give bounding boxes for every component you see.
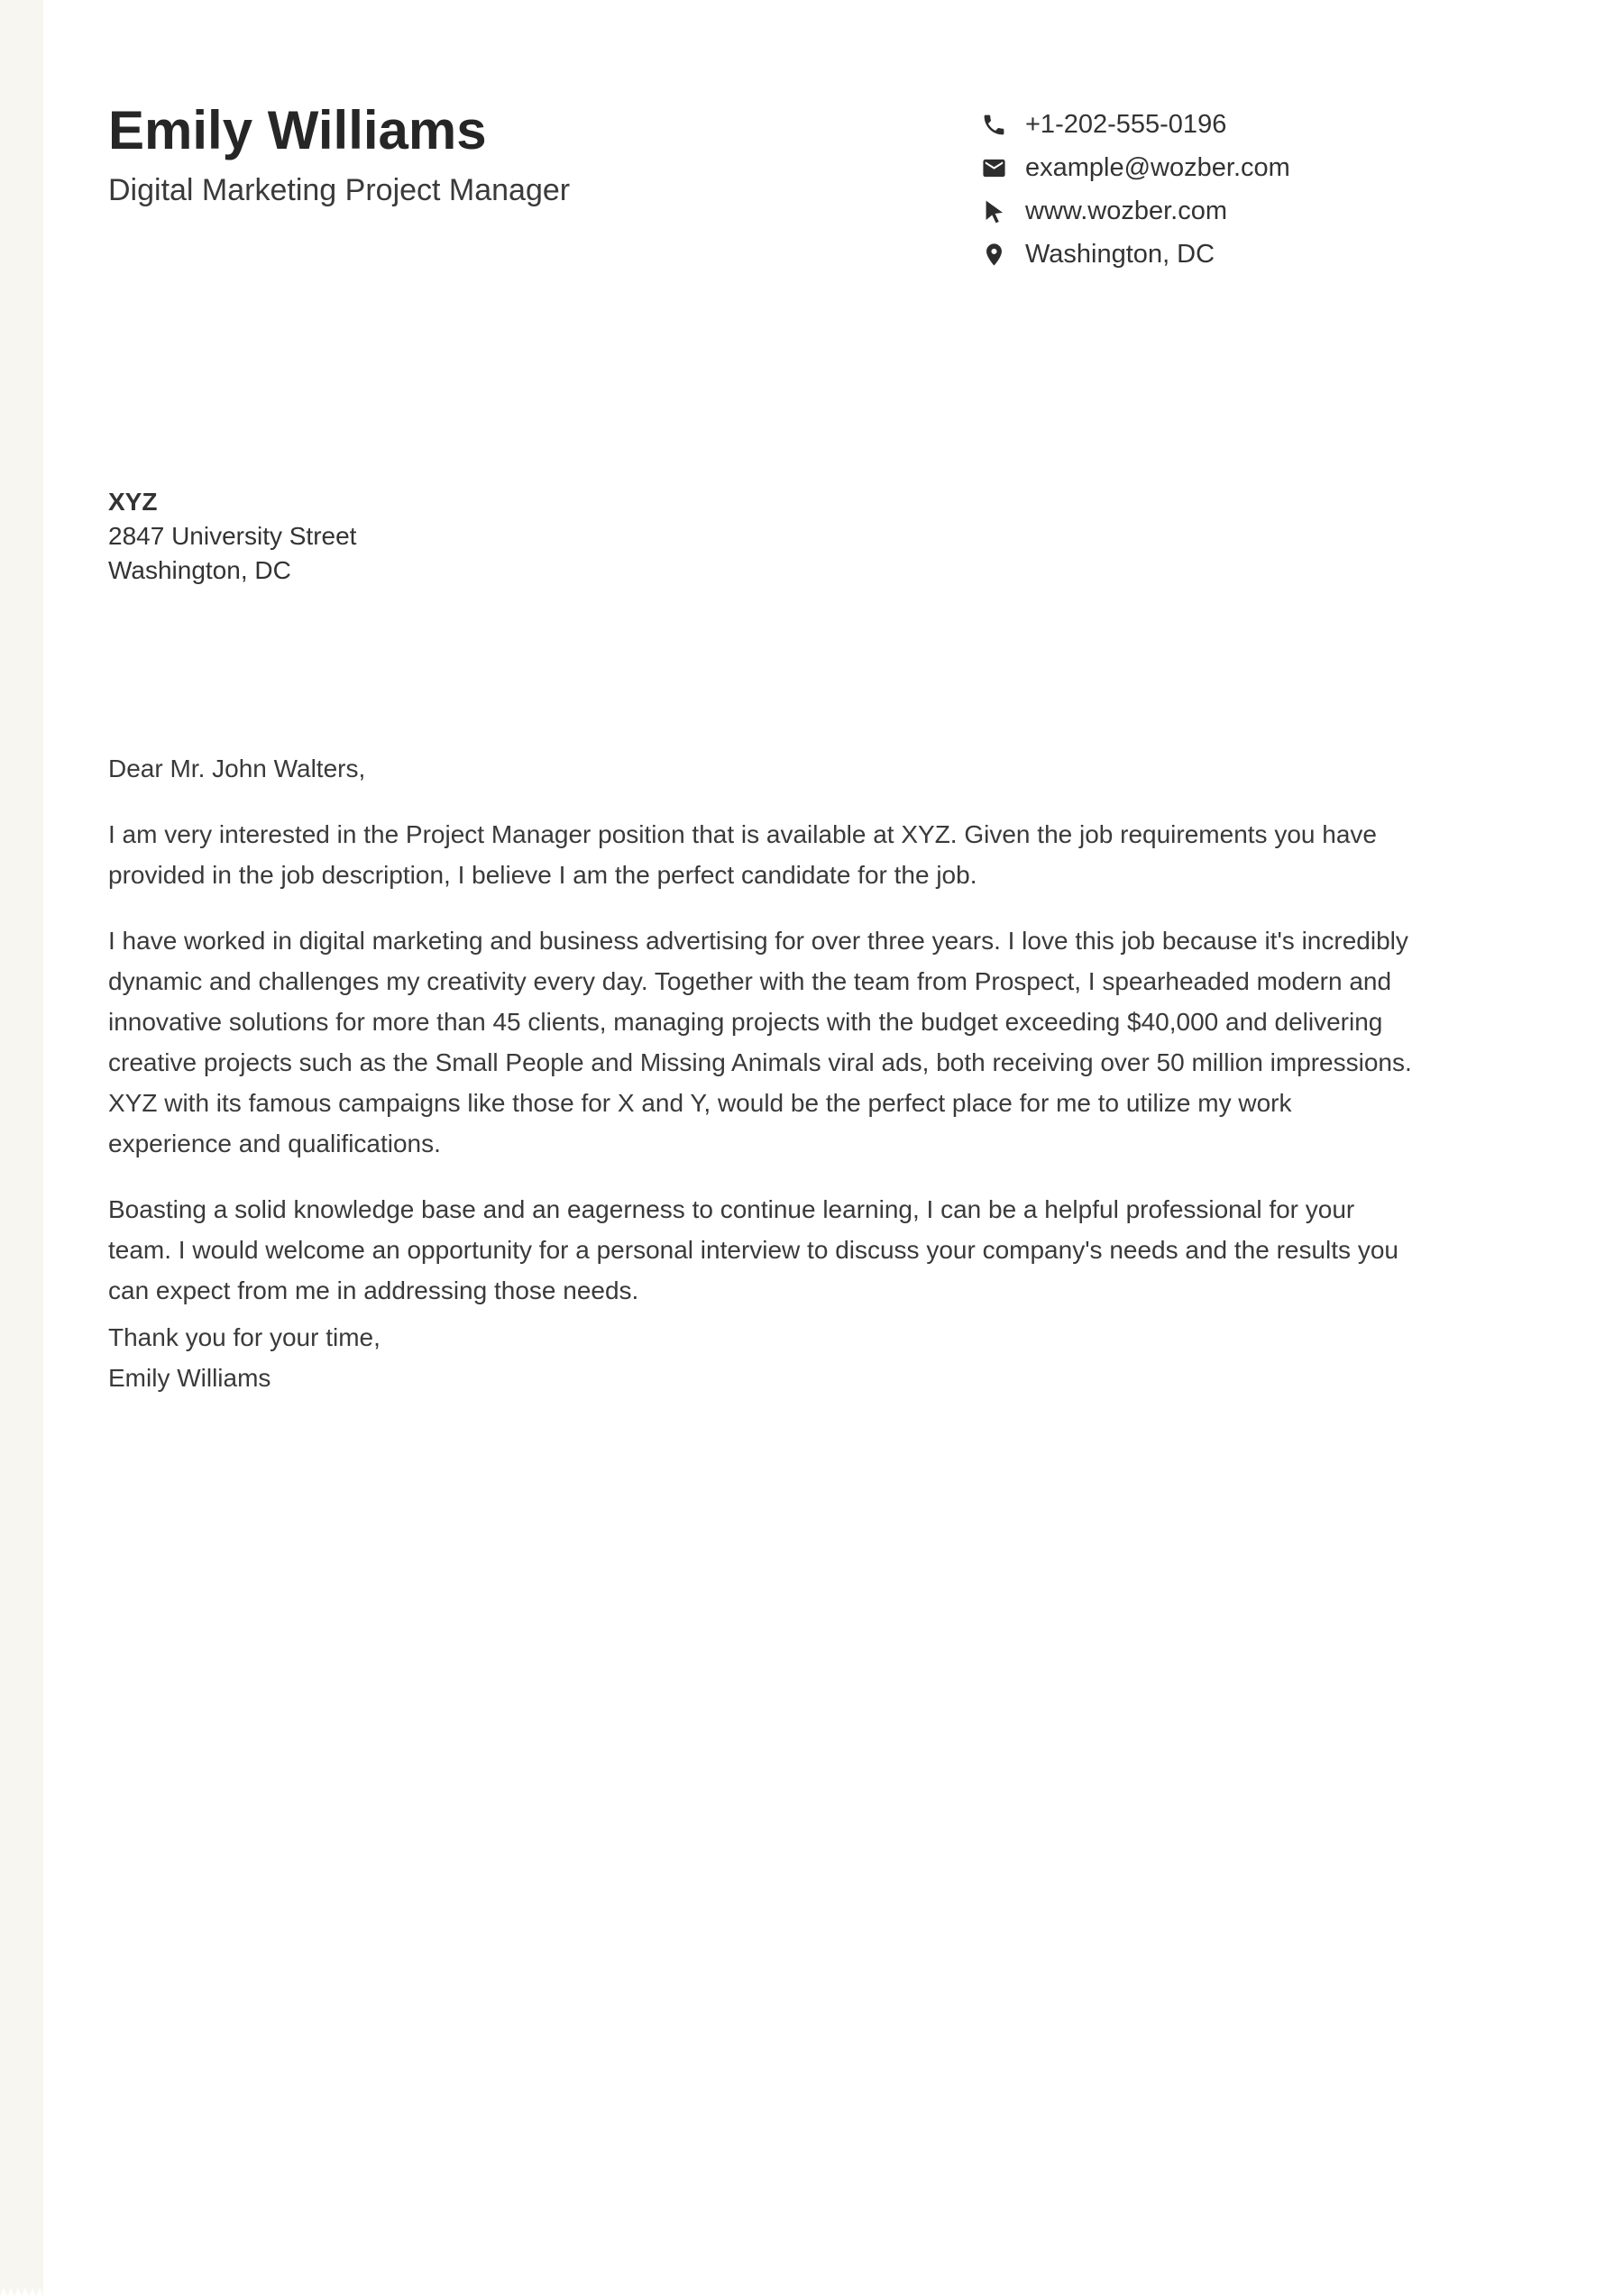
letter-body: [108, 748, 1413, 1398]
signature-name: Emily Williams: [108, 1364, 271, 1392]
candidate-name: Emily Williams: [108, 100, 487, 160]
salutation: Dear Mr. John Walters,: [108, 755, 366, 782]
closing-block: [108, 1317, 1413, 1398]
letter-paragraph: Boasting a solid knowledge base and an eagerness to continue learning, I can be a helpful professional for your team. I would welcome an opportunity for a personal interview to discuss your company's needs and the results you can expect from me in addressing those needs.: [108, 1195, 1398, 1304]
page-edge-strip: [0, 0, 43, 2296]
candidate-job-title: Digital Marketing Project Manager: [108, 173, 571, 207]
email-address: example@wozber.com: [1025, 152, 1290, 182]
email-icon: [981, 155, 1007, 181]
contact-row-location: [981, 241, 1290, 268]
recipient-city: Washington, DC: [108, 556, 291, 584]
recipient-company: XYZ: [108, 488, 158, 516]
letter-paragraph: I am very interested in the Project Manager position that is available at XYZ. Given the job requirements you have provided in the job description, I believe I am the perfect candidate for the job.: [108, 820, 1377, 889]
contact-info-block: [981, 111, 1290, 284]
phone-number: +1-202-555-0196: [1025, 109, 1227, 139]
closing-line: Thank you for your time,: [108, 1323, 381, 1351]
letter-paragraph: I have worked in digital marketing and business advertising for over three years. I love this job because it's incredibly dynamic and challenges my creativity every day. Together with the team from Prospect, I spearheaded modern and innovative solutions for more than 45 clients, managing projects with the budget exceeding $40,000 and delivering creative projects such as the Small People and Missing Animals viral ads, both receiving over 50 million impressions. XYZ with its famous campaigns like those for X and Y, would be the perfect place for me to utilize my work experience and qualifications.: [108, 927, 1412, 1157]
phone-icon: [981, 112, 1007, 138]
website-url: www.wozber.com: [1025, 196, 1228, 225]
recipient-address-block: [108, 485, 356, 588]
contact-row-phone: [981, 111, 1290, 138]
torn-edge-decoration: [0, 2288, 43, 2296]
location-text: Washington, DC: [1025, 239, 1215, 269]
recipient-street: 2847 University Street: [108, 522, 357, 550]
contact-row-website: [981, 197, 1290, 224]
website-icon: [981, 198, 1007, 224]
contact-row-email: [981, 154, 1290, 181]
location-icon: [981, 242, 1007, 268]
